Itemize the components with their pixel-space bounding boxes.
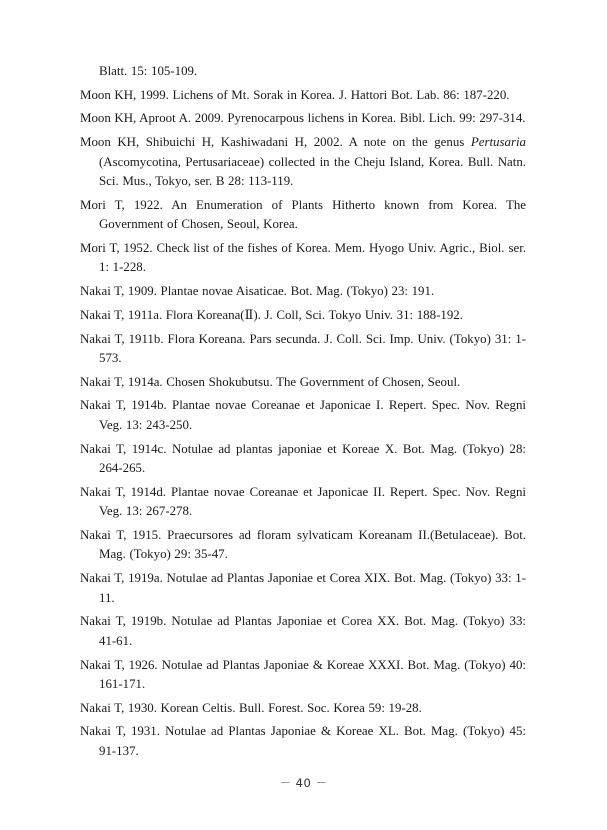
reference-entry: Nakai T, 1915. Praecursores ad floram sylvaticam Koreanam II.(Betulaceae). Bot. Mag. (Tokyo) 29: 35-47.: [80, 527, 526, 562]
reference-entry: Nakai T, 1919b. Notulae ad Plantas Japoniae et Corea XX. Bot. Mag. (Tokyo) 33: 41-61.: [80, 614, 526, 648]
reference-entry: Nakai T, 1919a. Notulae ad Plantas Japoniae et Corea XIX. Bot. Mag. (Tokyo) 33: 1-11.: [80, 571, 526, 605]
reference-entry: Mori T, 1952. Check list of the fishes of Korea. Mem. Hyogo Univ. Agric., Biol. ser. 1: 1-228.: [80, 240, 526, 275]
reference-entry: Nakai T, 1914b. Plantae novae Coreanae et Japonicae I. Repert. Spec. Nov. Regni Veg. 13: 243-250.: [80, 398, 526, 432]
page-number: － 40 －: [279, 776, 328, 790]
reference-entry: Blatt. 15: 105-109.: [99, 64, 198, 78]
reference-entry: Nakai T, 1914a. Chosen Shokubutsu. The Government of Chosen, Seoul.: [80, 374, 461, 389]
genus-name: Pertusaria: [470, 135, 526, 150]
reference-entry: Nakai T, 1909. Plantae novae Aisaticae. Bot. Mag. (Tokyo) 23: 191.: [80, 284, 435, 299]
reference-entry: [80, 133, 526, 192]
reference-list: [80, 62, 526, 766]
reference-entry: Nakai T, 1931. Notulae ad Plantas Japoniae & Koreae XL. Bot. Mag. (Tokyo) 45: 91-137.: [80, 724, 526, 758]
reference-entry: Nakai T, 1911a. Flora Koreana(Ⅱ). J. Coll, Sci. Tokyo Univ. 31: 188-192.: [80, 307, 463, 322]
reference-entry: Nakai T, 1930. Korean Celtis. Bull. Forest. Soc. Korea 59: 19-28.: [80, 700, 422, 715]
reference-entry: Moon KH, Aproot A. 2009. Pyrenocarpous lichens in Korea. Bibl. Lich. 99: 297-314.: [80, 111, 526, 126]
reference-text: Moon KH, Shibuichi H, Kashiwadani H, 2002. A note on the genus: [80, 135, 471, 150]
reference-entry: Nakai T, 1911b. Flora Koreana. Pars secunda. J. Coll. Sci. Imp. Univ. (Tokyo) 31: 1-573.: [80, 331, 526, 365]
reference-entry: Nakai T, 1914c. Notulae ad plantas japoniae et Koreae X. Bot. Mag. (Tokyo) 28: 264-265.: [80, 441, 526, 476]
reference-entry: Mori T, 1922. An Enumeration of Plants Hitherto known from Korea. The Government of Chosen, Seoul, Korea.: [80, 197, 526, 232]
reference-entry: Nakai T, 1926. Notulae ad Plantas Japoniae & Koreae XXXI. Bot. Mag. (Tokyo) 40: 161-171.: [80, 657, 526, 691]
reference-entry: Moon KH, 1999. Lichens of Mt. Sorak in Korea. J. Hattori Bot. Lab. 86: 187-220.: [80, 87, 510, 102]
reference-entry: Nakai T, 1914d. Plantae novae Coreanae et Japonicae II. Repert. Spec. Nov. Regni Veg. 13: 267-278.: [80, 484, 526, 519]
reference-text: (Ascomycotina, Pertusariaceae) collected in the Cheju Island, Korea. Bull. Natn. Sci. Mus., Tokyo, ser. B 28: 113-119.: [99, 154, 526, 189]
